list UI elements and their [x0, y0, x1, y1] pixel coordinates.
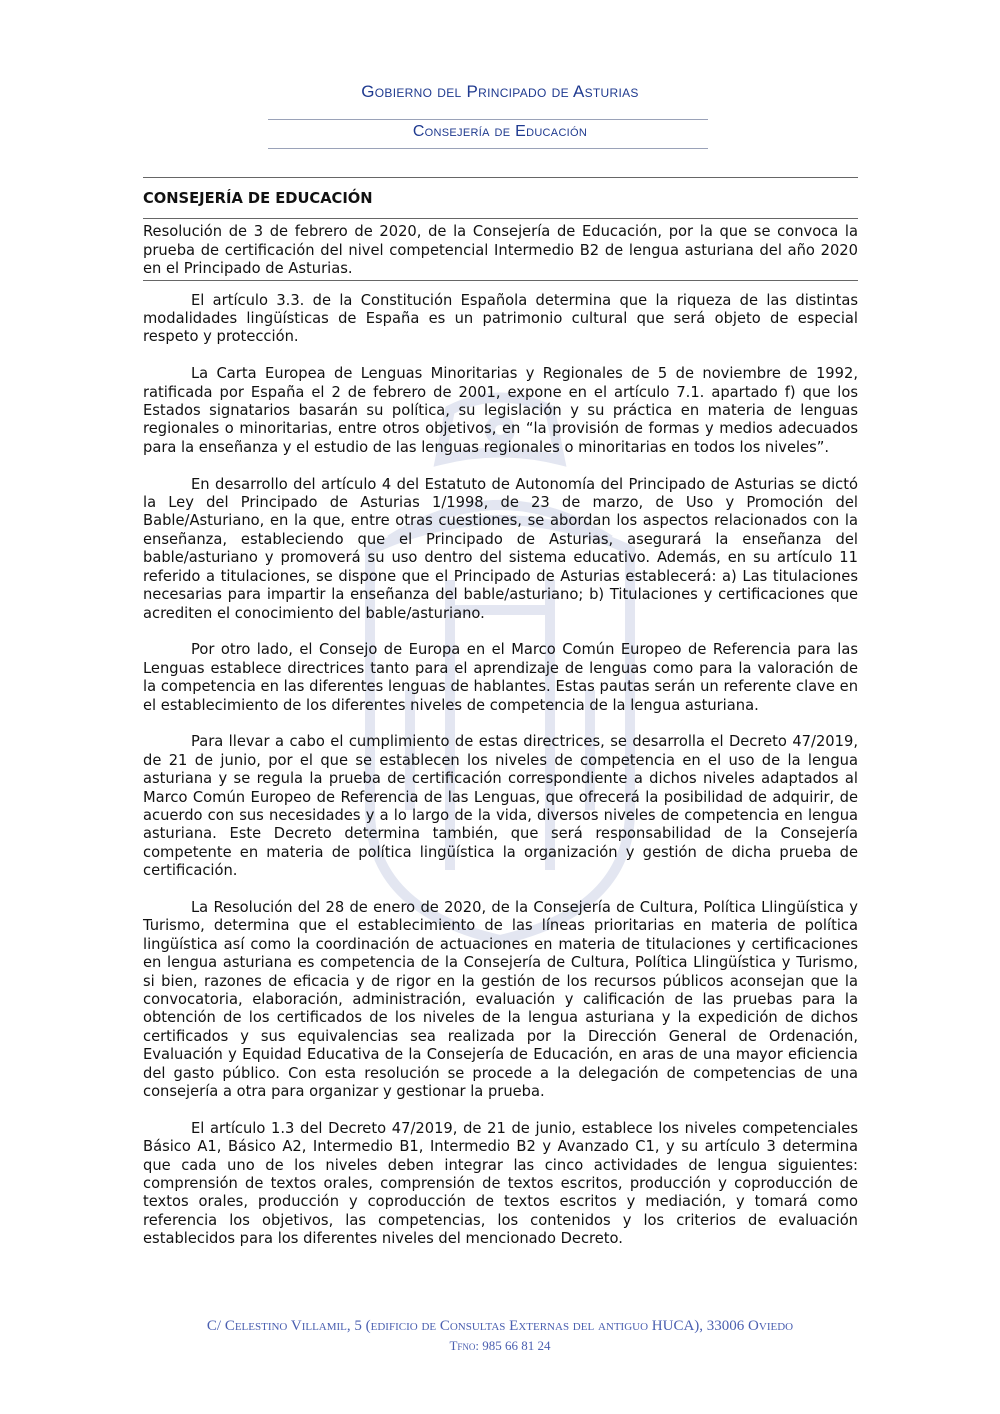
paragraph: La Carta Europea de Lenguas Minoritarias y Regionales de 5 de noviembre de 1992, ratificada por España el 2 de febrero de 2001, expone en el artículo 7.1. apartado f) que los Estados signatarios basarán su política, su legislación y su práctica en materia de lenguas regionales o minoritarias, entre otros objetivos, en “la provisión de formas y medios adecuados para la enseñanza y el estudio de las lenguas regionales o minoritarias en todos los niveles”. [143, 365, 858, 456]
letterhead-divider [268, 148, 708, 149]
footer-address: C/ Celestino Villamil, 5 (edificio de Consultas Externas del antiguo HUCA), 33006 Oviedo [206, 1318, 794, 1334]
letterhead-divider [268, 119, 708, 120]
paragraph: El artículo 3.3. de la Constitución Española determina que la riqueza de las distintas modalidades lingüísticas de España es un patrimonio cultural que será objeto de especial respeto y protección. [143, 291, 858, 346]
paragraph: Para llevar a cabo el cumplimiento de estas directrices, se desarrolla el Decreto 47/2019, de 21 de junio, por el que se establecen los niveles de competencia en el uso de la lengua asturiana y se regula la prueba de certificación correspondiente a dichos niveles adaptados al Marco Común Europeo de Referencia de las Lenguas, que ofrecerá la posibilidad de adquirir, de acuerdo con sus necesidades y a lo largo de la vida, diversos niveles de competencia en lengua asturiana. Este Decreto determina también, que será responsabilidad de la Consejería competente en materia de política lingüística la organización y gestión de dicha prueba de certificación. [143, 733, 858, 880]
paragraph: Por otro lado, el Consejo de Europa en el Marco Común Europeo de Referencia para las Lenguas establece directrices tanto para el aprendizaje de lenguas como para la valoración de la competencia en las diferentes lenguas de hablantes. Estas pautas serán un referente clave en el establecimiento de los diferentes niveles de competencia de la lengua asturiana. [143, 641, 858, 714]
paragraph: El artículo 1.3 del Decreto 47/2019, de 21 de junio, establece los niveles competenciales Básico A1, Básico A2, Intermedio B1, Intermedio B2 y Avanzado C1, y su artículo 3 determina que cada uno de los niveles deben integrar las cinco actividades de lengua siguientes: comprensión de textos orales, comprensión de textos escritos, producción y coproducción de textos orales, producción y coproducción de textos escritos y mediación, y tomará como referencia los objetivos, las competencias, los contenidos y los criterios de evaluación establecidos para los diferentes niveles del mencionado Decreto. [143, 1119, 858, 1248]
document-body [143, 177, 858, 1249]
letterhead-title: Gobierno del Principado de Asturias [361, 82, 639, 101]
resolution-summary: Resolución de 3 de febrero de 2020, de la Consejería de Educación, por la que se convoca la prueba de certificación del nivel competencial Intermedio B2 de lengua asturiana del año 2020 en el Principado de Asturias. [143, 219, 858, 280]
section-heading: CONSEJERÍA DE EDUCACIÓN [143, 177, 858, 219]
paragraph: La Resolución del 28 de enero de 2020, de la Consejería de Cultura, Política Llingüística y Turismo, determina que el establecimiento de las líneas prioritarias en materia de política lingüística así como la coordinación de actuaciones en materia de titulaciones y certificaciones en lengua asturiana es competencia de la Consejería de Cultura, Política Llingüística y Turismo, si bien, razones de eficacia y de rigor en la gestión de los recursos públicos aconsejan que la convocatoria, elaboración, administración, evaluación y calificación de las pruebas para la obtención de los certificados de los niveles de la lengua asturiana y la expedición de dichos certificados y sus equivalencias sea realizada por la Dirección General de Ordenación, Evaluación y Equidad Educativa de la Consejería de Educación, en aras de una mayor eficiencia del gasto público. Con esta resolución se procede a la delegación de competencias de una consejería a otra para organizar y gestionar la prueba. [143, 898, 858, 1101]
letterhead-subtitle: Consejería de Educación [412, 123, 588, 140]
footer-phone: Tfno: 985 66 81 24 [449, 1338, 551, 1353]
paragraph: En desarrollo del artículo 4 del Estatuto de Autonomía del Principado de Asturias se dictó la Ley del Principado de Asturias 1/1998, de 23 de marzo, de Uso y Promoción del Bable/Asturiano, en la que, entre otras cuestiones, se abordan los aspectos relacionados con la enseñanza, estableciendo que el Principado de Asturias, asegurará la enseñanza del bable/asturiano y promoverá su uso dentro del sistema educativo. Además, en su artículo 11 referido a titulaciones, se dispone que el Principado de Asturias establecerá: a) Las titulaciones necesarias para impartir la enseñanza del bable/asturiano; b) Titulaciones y certificaciones que acrediten el conocimiento del bable/asturiano. [143, 475, 858, 622]
